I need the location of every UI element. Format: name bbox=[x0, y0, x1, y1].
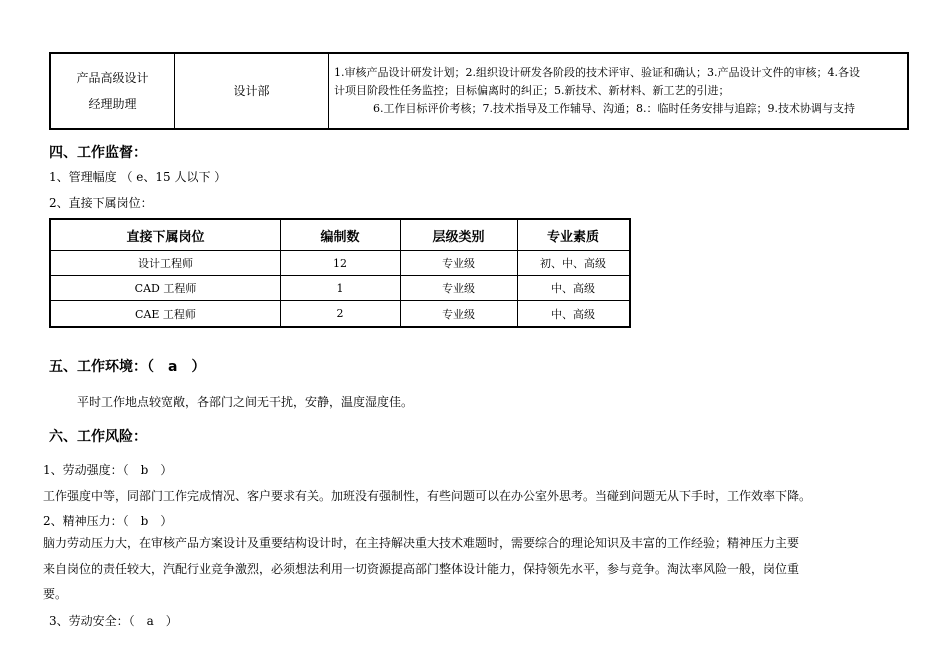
header-qualification: 专业素质 bbox=[546, 229, 599, 245]
position-name-line2: 经理助理 bbox=[88, 97, 137, 111]
header-position: 直接下属岗位 bbox=[126, 229, 205, 245]
duties-line-2: 计项目阶段性任务监控；目标偏离时的纠正；5.新技术、新材料、新工艺的引进； bbox=[334, 84, 730, 97]
direct-subordinates-label: 2、直接下属岗位： bbox=[49, 196, 153, 210]
position-cell bbox=[51, 54, 175, 128]
cell-headcount: 12 bbox=[333, 256, 347, 270]
labor-intensity-label: 1、劳动强度：（ b ） bbox=[43, 463, 173, 477]
mental-pressure-line-2: 来自岗位的责任较大，汽配行业竞争激烈，必须想法利用一切资源提高部门整体设计能力，保持领先水平，参与竞争。淘汰率风险一般，岗位重 bbox=[43, 562, 800, 576]
cell-headcount: 1 bbox=[336, 281, 344, 295]
cell-qualification: 中、高级 bbox=[551, 307, 595, 321]
cell-qualification: 中、高级 bbox=[551, 282, 595, 295]
section5-heading: 五、工作环境：（ a ） bbox=[49, 359, 206, 375]
cell-position: CAE 工程师 bbox=[135, 307, 196, 321]
cell-level: 专业级 bbox=[442, 307, 475, 321]
cell-position: 设计工程师 bbox=[138, 257, 193, 270]
mental-pressure-line-1: 脑力劳动压力大，在审核产品方案设计及重要结构设计时，在主持解决重大技术难题时，需要综合的理论知识及丰富的工作经验；精神压力主要 bbox=[43, 536, 800, 550]
section4-heading: 四、工作监督： bbox=[49, 145, 147, 161]
cell-level: 专业级 bbox=[442, 282, 475, 295]
cell-position: CAD 工程师 bbox=[134, 282, 197, 295]
header-level: 层级类别 bbox=[432, 229, 485, 245]
mental-pressure-label: 2、精神压力：（ b ） bbox=[43, 514, 173, 528]
subordinate-table bbox=[49, 218, 631, 328]
position-table bbox=[49, 52, 909, 130]
table-row bbox=[51, 251, 629, 276]
department-name: 设计部 bbox=[233, 84, 270, 98]
cell-headcount: 2 bbox=[336, 307, 344, 320]
cell-qualification: 初、中、高级 bbox=[540, 257, 606, 270]
department-cell bbox=[175, 54, 329, 128]
duties-line-3: 6.工作目标评价考核；7.技术指导及工作辅导、沟通；8.：临时任务安排与追踪；9.技术协调与支持 bbox=[373, 102, 855, 115]
table-header-row bbox=[51, 220, 629, 251]
management-span: 1、管理幅度 （ e、15 人以下 ） bbox=[49, 170, 227, 184]
labor-intensity-text: 工作强度中等，同部门工作完成情况、客户要求有关。加班没有强制性，有些问题可以在办公室外思考。当碰到问题无从下手时，工作效率下降。 bbox=[43, 489, 812, 503]
section6-heading: 六、工作风险： bbox=[49, 429, 147, 445]
table-row bbox=[51, 301, 629, 326]
header-headcount: 编制数 bbox=[320, 229, 360, 245]
labor-safety-label: 3、劳动安全：（ a ） bbox=[49, 614, 178, 628]
table-row bbox=[51, 276, 629, 301]
position-name-line1: 产品高级设计 bbox=[76, 71, 149, 85]
mental-pressure-line-3: 要。 bbox=[43, 587, 68, 601]
duties-line-1: 1.审核产品设计研发计划；2.组织设计研发各阶段的技术评审、验证和确认；3.产品设计文件的审核；4.各设 bbox=[334, 66, 860, 79]
duties-cell bbox=[329, 54, 907, 128]
cell-level: 专业级 bbox=[442, 257, 475, 270]
work-environment-text: 平时工作地点较宽敞，各部门之间无干扰，安静，温度湿度佳。 bbox=[77, 395, 414, 409]
